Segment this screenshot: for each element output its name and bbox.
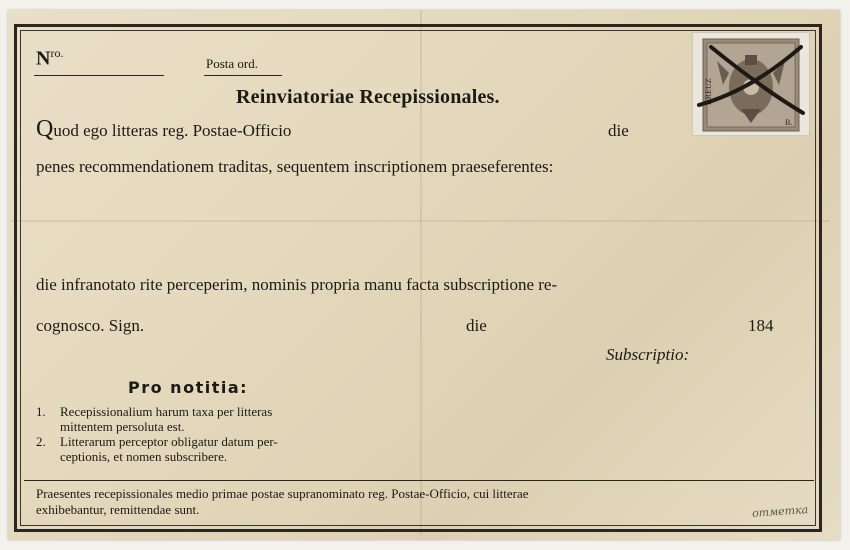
- pencil-note: отметка: [751, 503, 809, 520]
- pro-notitia-heading: Pro notitia:: [128, 378, 249, 397]
- posta-ord-label: Posta ord.: [206, 56, 258, 71]
- posta-ord-line: [204, 75, 282, 76]
- number-label: $N^{ro.}$: [36, 46, 64, 70]
- footer-line-2: exhibebantur, remittendae sunt.: [36, 502, 200, 517]
- note-item: 1. Recepissionalium harum taxa per litteras: [36, 404, 273, 419]
- number-field-line: [34, 75, 164, 76]
- note-item: ceptionis, et nomen subscribere.: [60, 449, 228, 464]
- footer-rule: [24, 480, 814, 481]
- postage-stamp: [692, 32, 810, 136]
- note-item: 2. Litterarum perceptor obligatur datum per-: [36, 434, 278, 449]
- text-line-1: Quod ego litteras reg. Postae-Officio: [36, 116, 292, 142]
- footer-line-1: Praesentes recepissionales medio primae postae supranominato reg. Postae-Officio, cui litterae: [36, 486, 529, 501]
- stamp-corner-text: B.: [785, 118, 793, 127]
- text-line-4: cognosco. Sign.: [36, 316, 145, 335]
- stamp-side-text: KREUZ: [704, 78, 713, 105]
- year-prefix: 184: [748, 316, 774, 335]
- stamp-graphic: [693, 33, 811, 137]
- footer-text: [36, 486, 529, 518]
- note-item: mittentem persoluta est.: [60, 419, 185, 434]
- text-line-2: penes recommendationem traditas, sequentem inscriptionem praeseferentes:: [36, 157, 554, 176]
- die-label-1: die: [608, 121, 629, 140]
- subscriptio-label: Subscriptio:: [606, 345, 690, 364]
- die-label-2: die: [466, 316, 487, 335]
- text-line-3: die infranotato rite perceperim, nominis propria manu facta subscriptione re-: [36, 275, 558, 294]
- form-title: Reinviatoriae Recepissionales.: [236, 86, 500, 108]
- notes-list: [36, 404, 278, 464]
